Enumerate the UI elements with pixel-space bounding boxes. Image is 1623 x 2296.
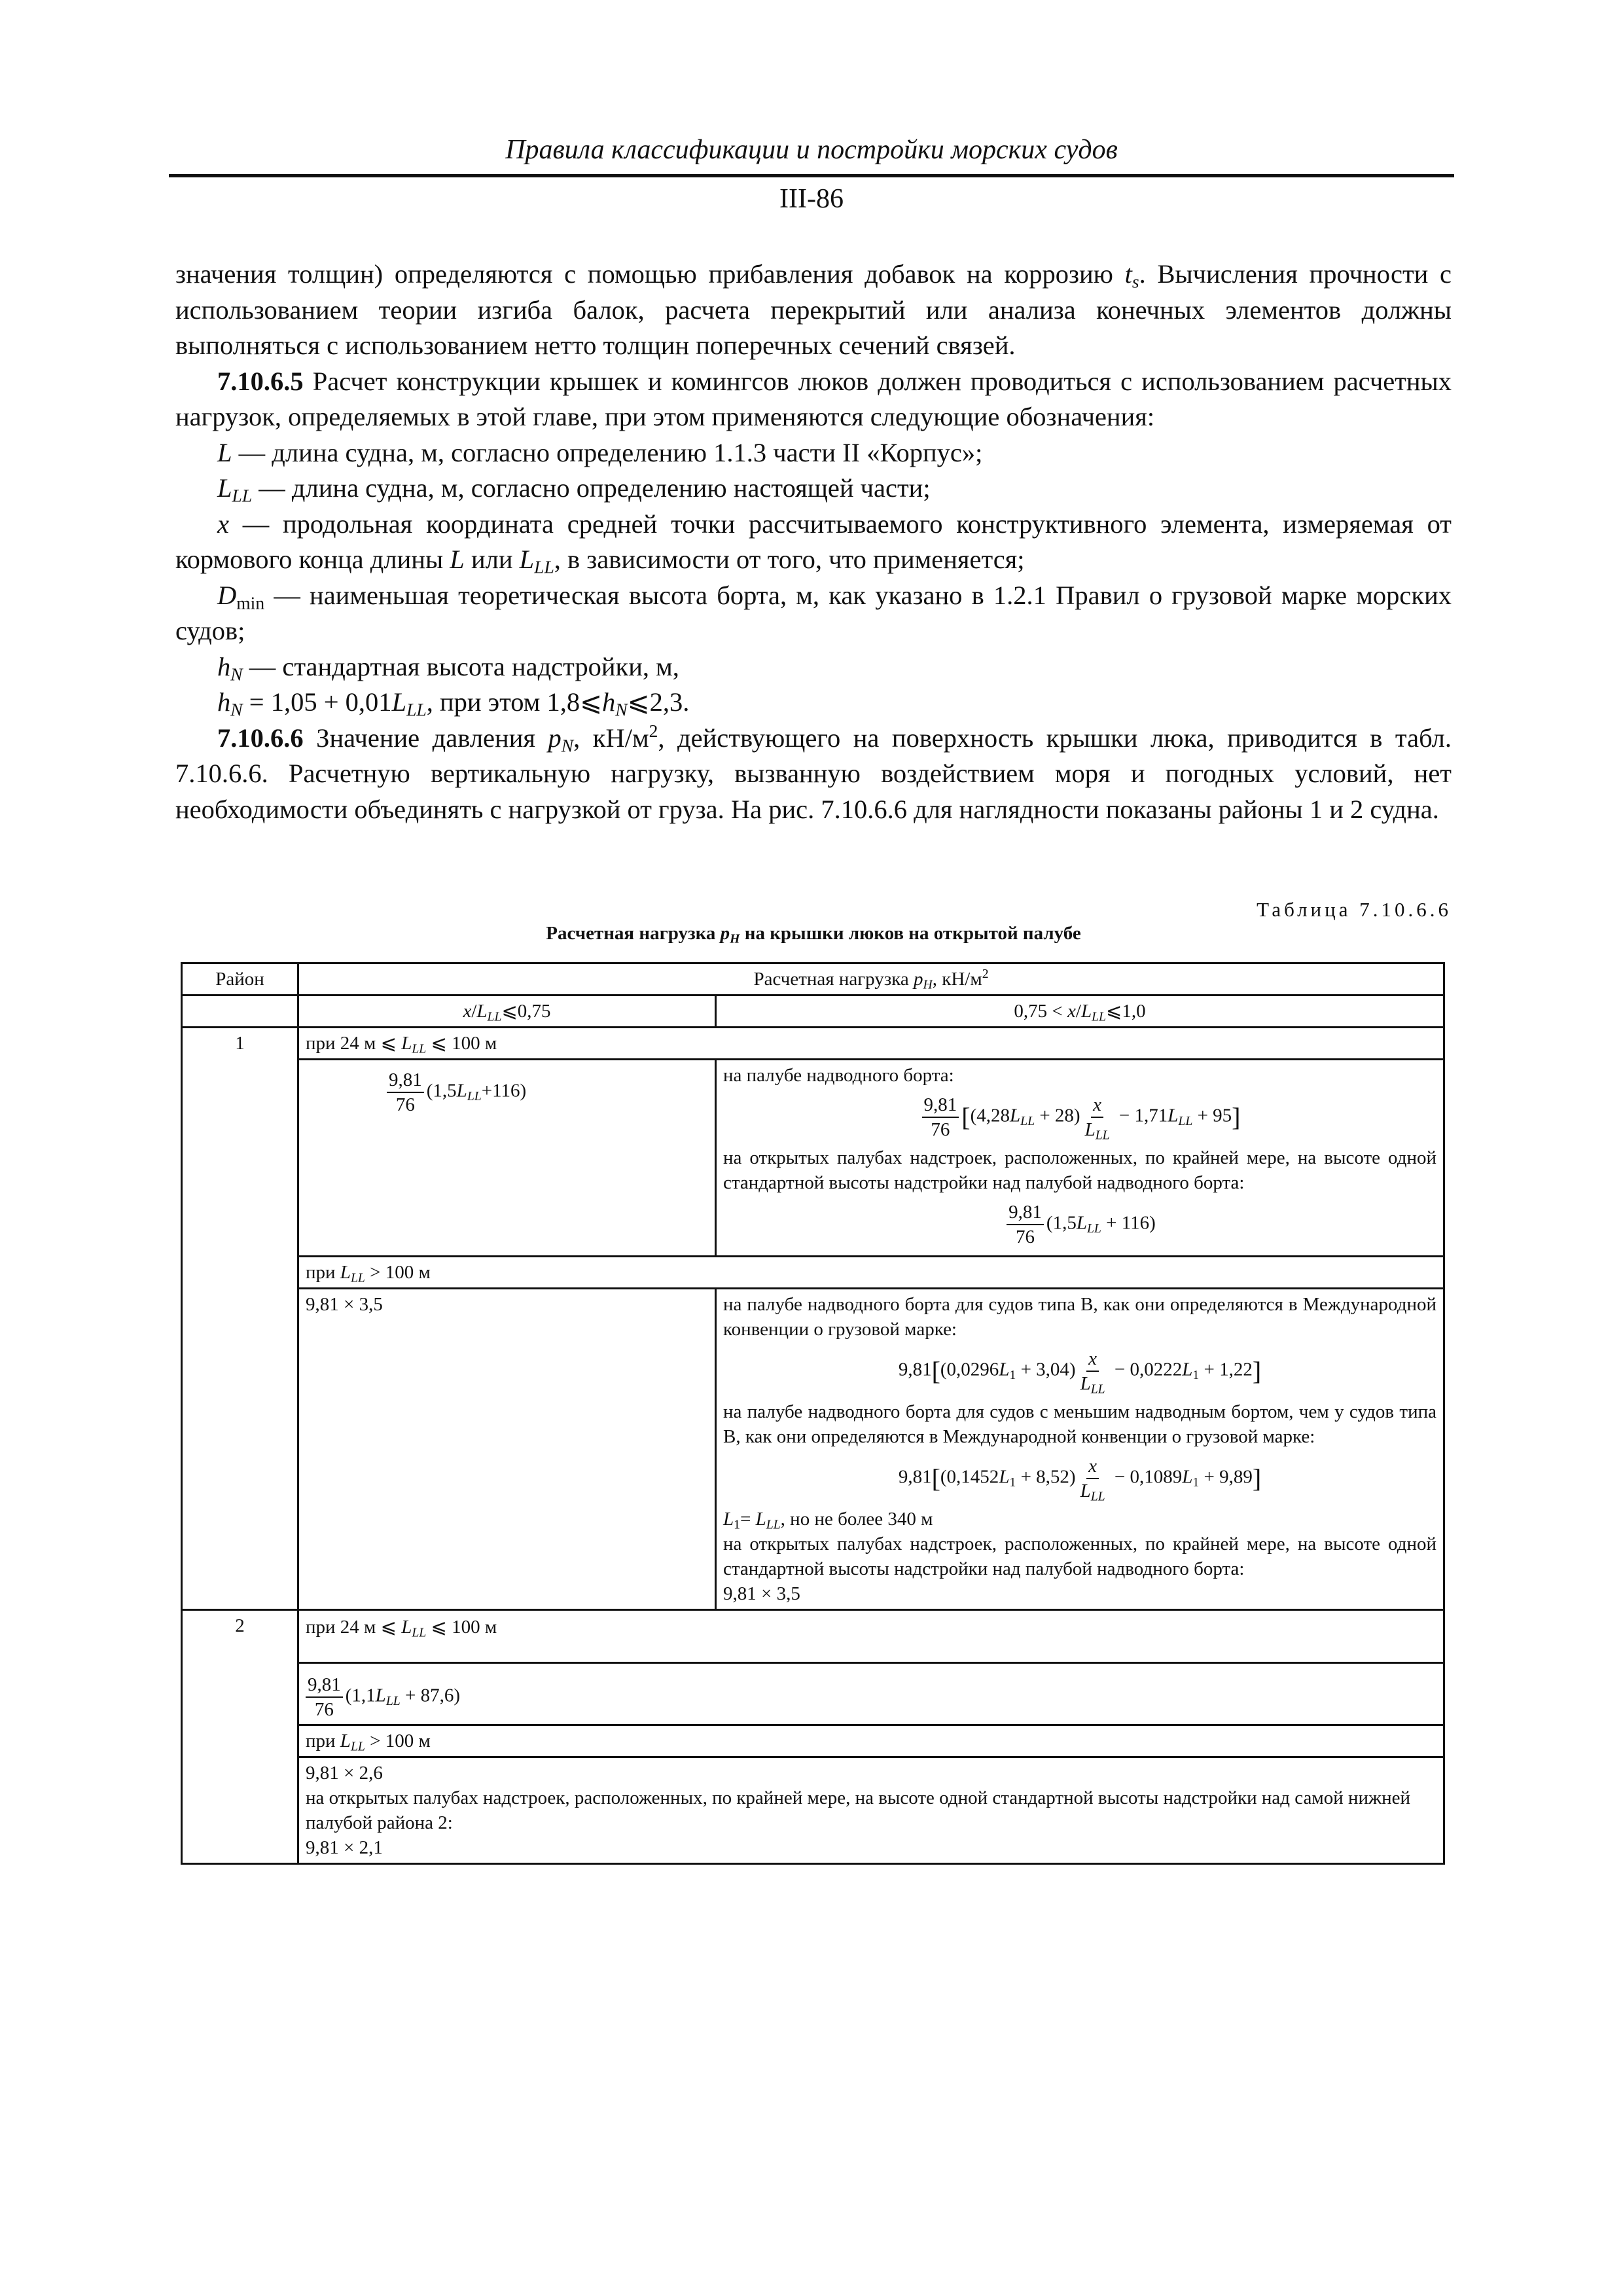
r1-formula-2: $\frac{9,81}{76}$ $(1,5L_{LL} + 116)$ (723, 1195, 1436, 1253)
subheader-right: $0,75 < x/L_{LL}⩽1,0$ (716, 996, 1444, 1028)
formula-hN: $h_N = 1,05 + 0,01L_{LL}$, при этом $1,8⩽h_N⩽2,3$. (217, 687, 690, 720)
condition-over-100-2: при $L_{LL} > 100$ м (298, 1725, 1444, 1757)
r1b-left: 9,81 × 3,5 (298, 1289, 716, 1610)
condition-range: при 24 м ⩽ $L_{LL}$ ⩽ 100 м (298, 1028, 1444, 1060)
table-row (182, 1663, 1444, 1725)
r2b-cell: 9,81 × 2,6 на открытых палубах надстроек, расположенных, по крайней мере, на высоте одной стандартной высоты надстройки над самой нижней палубой района 2: 9,81 × 2,1 (298, 1757, 1444, 1864)
load-table (181, 962, 1445, 1865)
r1-left-formula: $\frac{9,81}{76}$ $(1,5L_{LL}+116)$ (298, 1060, 716, 1257)
r1b-right: на палубе надводного борта для судов типа B, как они определяются в Международной конвенции о грузовой марке: $9,81[(0,0296L_1 + 3,04)$ x $L_{LL}$ − $0,0222L_1 + 1,22$] на палубе надводного борта для судов с меньшим надводным бортом, чем у судов типа B, как они определяются в Международной конвенции о грузовой марке: $9,81[(0,1452L_1 + 8,52)$ x $L_{LL}$ − $0,1089L_1 + 9,89$] $L_1= L_{LL}$, но не более 340 м на открытых палубах надстроек, расположенных, по крайней мере, на высоте одной стандартной высоты надстройки над палубой надводного борта: 9,81 × 3,5 (716, 1289, 1444, 1610)
table-header-row (182, 963, 1444, 996)
body-text (175, 257, 1452, 827)
table-title: Расчетная нагрузка $p_H$ на крышки люков на открытой палубе (546, 923, 1081, 946)
table-row (182, 1610, 1444, 1663)
paragraph-7-10-6-6: 7.10.6.6 Значение давления $p_N$, $кН/м^2$, действующего на поверхность крышки люка, приводится в табл. 7.10.6.6. Расчетную вертикальную нагрузку, вызванную воздействием моря и погодных условий, нет необходимости объединять с нагрузкой от груза. На рис. 7.10.6.6 для наглядности показаны районы 1 и 2 судна. (175, 720, 1452, 824)
table-caption: Таблица 7.10.6.6 (1257, 898, 1452, 921)
definition-hN: $h_N$ — стандартная высота надстройки, м, (217, 651, 679, 685)
r2-formula: $\frac{9,81}{76}$ $(1,1L_{LL} + 87,6)$ (298, 1663, 1444, 1725)
running-header: Правила классификации и постройки морских судов (505, 135, 1118, 165)
region-1-cell: 1 (182, 1028, 298, 1610)
L1-note: $L_1= L_{LL}$, но не более 340 м (723, 1509, 933, 1532)
paragraph-7-10-6-5: 7.10.6.5 Расчет конструкции крышек и комингсов люков должен проводиться с использованием расчетных нагрузок, определяемых в этой главе, при этом применяются следующие обозначения: (175, 366, 1452, 431)
paragraph-1: значения толщин) определяются с помощью прибавления добавок на коррозию $t_s$. Вычисления прочности с использованием теории изгиба балок, расчета перекрытий или анализа конечных элементов должны выполняться с использованием нетто толщин поперечных сечений связей. (175, 259, 1452, 360)
region-2-cell: 2 (182, 1610, 298, 1864)
r1b-formula-2: $9,81[(0,1452L_1 + 8,52)$ x $L_{LL}$ − $0,1089L_1 + 9,89$] (898, 1456, 1262, 1504)
page-number: III-86 (779, 184, 844, 214)
r1-right-formulas: на палубе надводного борта: $\frac{9,81}{76}$ [$(4,28L_{LL} + 28)$ x $L_{LL}$ − $1,71L_{LL} + 95$] на открытых палубах надстроек, расположенных, по крайней мере, на высоте одной стандартной высоты надстройки над палубой надводного борта: $\frac{9,81}{76}$ $(1,5L_{LL} + 116)$ (716, 1060, 1444, 1257)
table-row (182, 1028, 1444, 1060)
table-row (182, 1757, 1444, 1864)
table-row (182, 1725, 1444, 1757)
table-row (182, 1257, 1444, 1289)
header-rule (169, 174, 1454, 177)
header-region: Район (182, 963, 298, 996)
definition-Dmin: $D_{min}$ — наименьшая теоретическая высота борта, м, как указано в 1.2.1 Правил о грузовой марке морских судов; (175, 580, 1452, 645)
definition-x: x — продольная координата средней точки рассчитываемого конструктивного элемента, измеряемая от кормового конца длины L или $L_{LL}$, в зависимости от того, что применяется; (175, 509, 1452, 577)
table-subheader-row (182, 996, 1444, 1028)
definition-L: L — длина судна, м, согласно определению 1.1.3 части II «Корпус»; (217, 437, 983, 467)
table-row (182, 1060, 1444, 1257)
r1b-formula-1: $9,81[(0,0296L_1 + 3,04)$ x $L_{LL}$ − $0,0222L_1 + 1,22$] (898, 1348, 1262, 1397)
r1-formula-1: $\frac{9,81}{76}$ [$(4,28L_{LL} + 28)$ x $L_{LL}$ − $1,71L_{LL} + 95$] (723, 1088, 1436, 1145)
condition-over-100: при $L_{LL} > 100$ м (298, 1257, 1444, 1289)
subheader-left: $x/L_{LL}⩽0,75$ (298, 996, 716, 1028)
table-row (182, 1289, 1444, 1610)
header-load: Расчетная нагрузка $p_H$, $кН/м^2$ (298, 963, 1444, 996)
condition-range-2: при 24 м ⩽ $L_{LL}$ ⩽ 100 м (298, 1610, 1444, 1663)
definition-LLL: $L_{LL}$ — длина судна, м, согласно определению настоящей части; (217, 473, 931, 506)
